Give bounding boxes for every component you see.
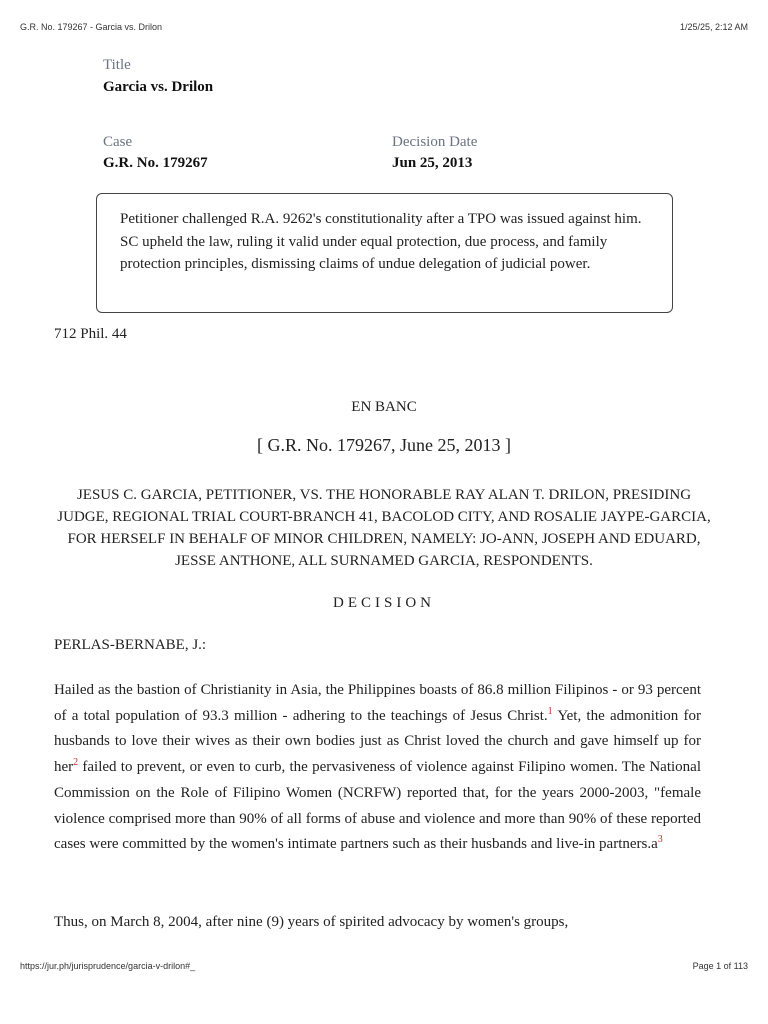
case-summary-text: Petitioner challenged R.A. 9262's constitutionality after a TPO was issued against him. SC upheld the law, ruling it valid under equal protection, due process, and family protection principles, dismissing claims of undue delegation of judicial power. [120,211,642,272]
title-label: Title [103,57,131,73]
paragraph-1-text-a: Hailed as the bastion of Christianity in Asia, the Philippines boasts of 86.8 million Filipinos - or 93 percent of a total population of 93.3 million - adhering to the teachings of Jesus Christ. [54,682,701,724]
case-summary-box [96,193,673,313]
body-paragraph-2 [54,910,701,936]
print-timestamp: 1/25/25, 2:12 AM [679,22,748,32]
title-value: Garcia vs. Drilon [103,79,214,95]
paragraph-1-text-c: failed to prevent, or even to curb, the pervasiveness of violence against Filipino women. The National Commission on the Role of Filipino Women (NCRFW) reported that, for the years 2000-2003, "female violence comprised more than 90% of all forms of abuse and violence and more than 90% of these reported cases were committed by the women's intimate partners such as their husbands and live-in partners.a [54,759,701,853]
parties-caption: JESUS C. GARCIA, PETITIONER, VS. THE HONORABLE RAY ALAN T. DRILON, PRESIDING JUDGE, REGIONAL TRIAL COURT-BRANCH 41, BACOLOD CITY, AND ROSALIE JAYPE-GARCIA, FOR HERSELF IN BEHALF OF MINOR CHILDREN, NAMELY: JO-ANN, JOSEPH AND EDUARD, JESSE ANTHONE, ALL SURNAMED GARCIA, RESPONDENTS. [57,487,711,569]
case-label: Case [103,134,133,150]
body-paragraph-1 [54,678,701,858]
decision-heading: DECISION [333,595,435,611]
print-header [20,22,748,32]
page-url: https://jur.ph/jurisprudence/garcia-v-drilon#_ [20,961,196,971]
case-number-heading: [ G.R. No. 179267, June 25, 2013 ] [257,435,511,455]
case-value: G.R. No. 179267 [103,155,208,171]
footnote-link-1[interactable]: 1 [547,705,553,717]
decision-date-label: Decision Date [392,134,478,150]
decision-date-value: Jun 25, 2013 [392,155,473,171]
en-banc-heading: EN BANC [351,399,417,415]
phil-reference: 712 Phil. 44 [54,326,127,342]
print-footer [20,961,748,971]
paragraph-1-text-b: Yet, the admonition for husbands to love their wives as their own bodies just as Christ loved the church and gave himself up for her [54,707,701,776]
footnote-link-2[interactable]: 2 [73,757,79,769]
ponente: PERLAS-BERNABE, J.: [54,637,207,653]
footnote-link-3[interactable]: 3 [657,834,663,846]
paragraph-2-text: Thus, on March 8, 2004, after nine (9) years of spirited advocacy by women's groups, [54,914,569,930]
page-count: Page 1 of 113 [692,961,748,971]
print-doc-title: G.R. No. 179267 - Garcia vs. Drilon [20,22,163,32]
